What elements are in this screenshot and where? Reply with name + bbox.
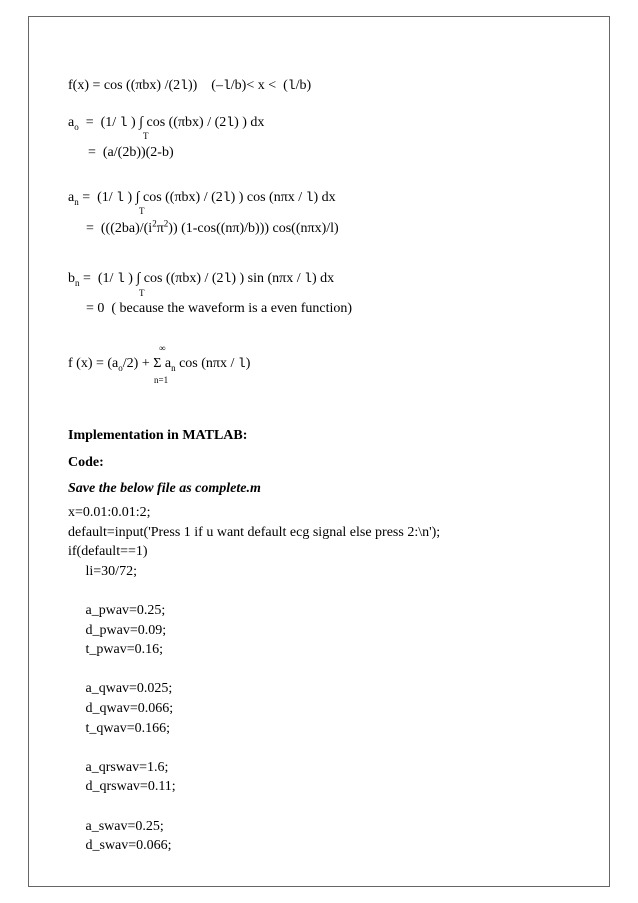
code-line: if(default==1) — [68, 544, 148, 560]
code-line: default=input('Press 1 if u want default ecg signal else press 2:\n'); — [68, 524, 441, 540]
code-line: d_pwav=0.09; — [68, 622, 167, 638]
fourier-series: f $(x) = (a_o/2) + \Sigma$ $a_n$ cos (nπx / l) — [68, 356, 251, 373]
a0-integral: $a_o = (1/$ l ) ∫ cos ((πbx) / (2l) ) dx — [68, 115, 265, 132]
code-heading: Code: — [68, 455, 104, 470]
code-line — [68, 738, 440, 758]
code-line: t_pwav=0.16; — [68, 642, 163, 658]
fx-definition: f(x) = cos ((πbx) /(2l)) (–l/b)< x < (l/b) — [68, 78, 312, 93]
implementation-heading: Implementation in MATLAB: — [68, 428, 248, 443]
bn-interval-label: T — [139, 288, 145, 298]
bn-integral: $b_n = (1/$ l ) ∫ cos ((πbx) / (2l) ) sin (nπx / l) dx — [68, 271, 335, 288]
sum-upper-limit: ∞ — [159, 343, 166, 353]
code-line: a_pwav=0.25; — [68, 602, 166, 618]
code-line — [68, 797, 440, 817]
code-line: a_qwav=0.025; — [68, 681, 173, 697]
a0-interval-label: T — [143, 131, 149, 141]
code-line: li=30/72; — [68, 563, 137, 579]
code-line: a_qrswav=1.6; — [68, 759, 169, 775]
an-result: = ($((2ba)/(i^2\pi^2))$ (1-cos((nπ)/b))) cos((nπx)/l) — [86, 218, 339, 236]
code-line — [68, 660, 440, 680]
code-line: a_swav=0.25; — [68, 818, 164, 834]
code-line: d_swav=0.066; — [68, 838, 172, 854]
an-interval-label: T — [139, 206, 145, 216]
save-note: Save the below file as complete.m — [68, 481, 261, 496]
matlab-code-block — [68, 503, 440, 856]
sum-lower-limit: n=1 — [154, 375, 169, 385]
an-integral: $a_n = (1/$ l ) ∫ cos ((πbx) / (2l) ) cos (nπx / l) dx — [68, 190, 336, 207]
code-line: x=0.01:0.01:2; — [68, 505, 151, 520]
code-line: d_qrswav=0.11; — [68, 779, 176, 795]
code-line — [68, 581, 440, 601]
code-line: d_qwav=0.066; — [68, 700, 174, 716]
a0-result: = (a/(2b))(2-b) — [88, 145, 174, 160]
code-line: t_qwav=0.166; — [68, 720, 170, 736]
bn-result: = 0 ( because the waveform is a even function) — [86, 301, 353, 316]
